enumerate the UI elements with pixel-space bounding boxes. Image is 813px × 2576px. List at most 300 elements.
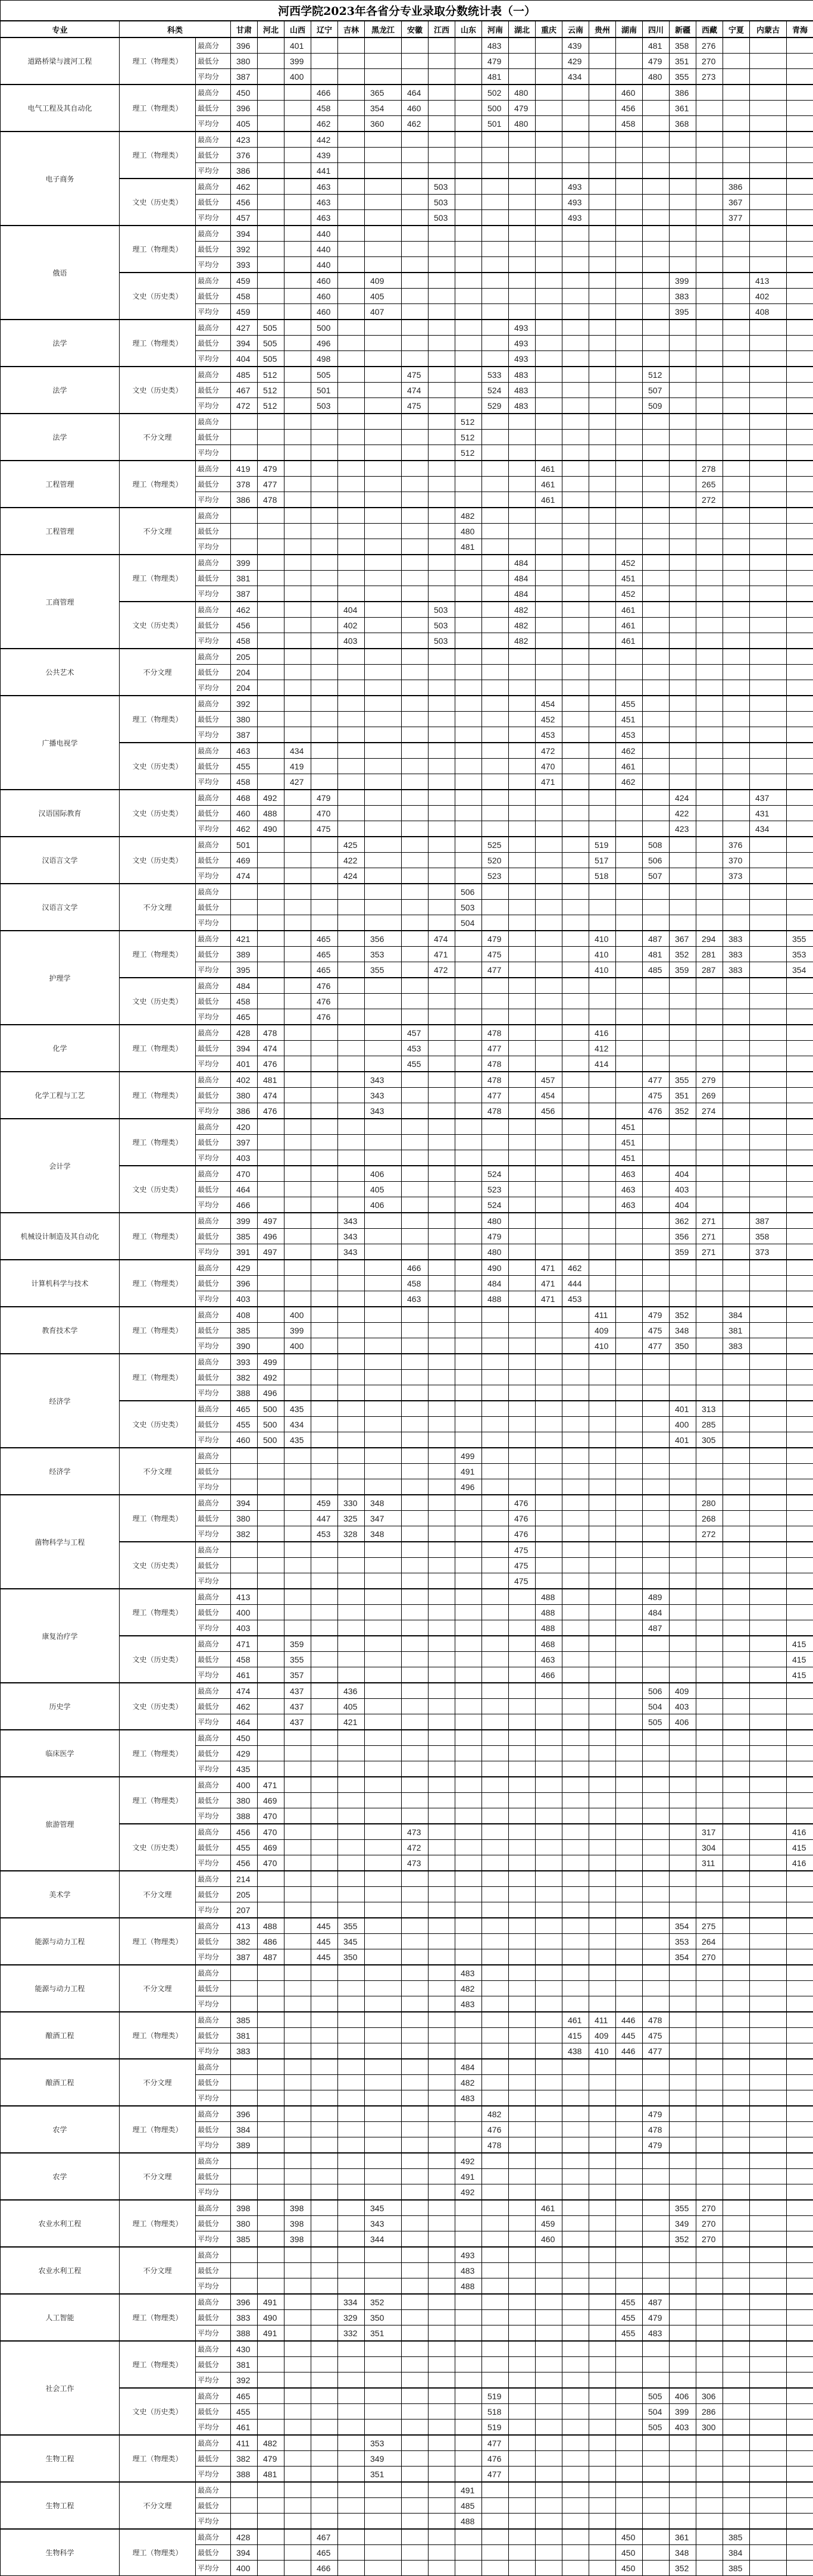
score-cell xyxy=(589,1808,616,1824)
score-cell xyxy=(284,1934,311,1949)
score-cell xyxy=(509,1667,536,1683)
score-cell: 345 xyxy=(365,2200,402,2216)
score-cell xyxy=(670,1276,696,1291)
score-cell xyxy=(536,2467,562,2483)
score-label: 最低分 xyxy=(196,1699,231,1714)
score-cell xyxy=(787,2388,813,2404)
score-cell xyxy=(750,1072,787,1088)
score-cell xyxy=(455,994,482,1009)
score-cell xyxy=(643,1009,670,1025)
score-cell xyxy=(562,1385,589,1401)
score-cell xyxy=(750,1307,787,1323)
score-cell xyxy=(562,101,589,116)
score-cell xyxy=(750,2106,787,2122)
subject-category: 文史（历史类） xyxy=(120,1401,196,1448)
score-cell xyxy=(750,132,787,148)
score-cell: 476 xyxy=(311,994,338,1009)
score-cell xyxy=(787,1385,813,1401)
score-cell: 477 xyxy=(482,2467,509,2483)
score-cell xyxy=(589,1902,616,1918)
score-cell xyxy=(750,2310,787,2325)
score-cell xyxy=(311,2216,338,2231)
score-cell xyxy=(482,2184,509,2201)
subject-category: 不分文理 xyxy=(120,2247,196,2294)
score-cell xyxy=(338,336,365,351)
score-cell: 468 xyxy=(231,790,258,806)
score-cell xyxy=(696,1793,723,1808)
score-cell: 406 xyxy=(670,1714,696,1730)
score-cell xyxy=(509,759,536,774)
score-label: 最低分 xyxy=(196,2216,231,2231)
score-cell: 462 xyxy=(231,602,258,618)
score-cell xyxy=(670,1119,696,1135)
score-cell xyxy=(750,1824,787,1840)
score-cell xyxy=(787,2372,813,2389)
score-cell xyxy=(509,2106,536,2122)
score-cell xyxy=(284,2184,311,2201)
score-cell: 492 xyxy=(258,1370,284,1385)
score-cell xyxy=(723,1511,750,1526)
score-cell xyxy=(455,195,482,210)
header-province: 山西 xyxy=(284,21,311,37)
score-cell xyxy=(429,1135,455,1150)
score-cell: 416 xyxy=(589,1025,616,1041)
score-cell xyxy=(696,1323,723,1338)
score-cell xyxy=(402,1323,429,1338)
score-cell xyxy=(402,1307,429,1323)
score-cell xyxy=(482,1448,509,1464)
score-cell xyxy=(616,1730,643,1746)
score-cell xyxy=(365,2278,402,2295)
score-cell: 434 xyxy=(750,821,787,837)
score-cell xyxy=(616,2090,643,2107)
score-cell xyxy=(482,1636,509,1652)
score-cell xyxy=(365,2263,402,2278)
score-cell xyxy=(365,1229,402,1244)
score-cell xyxy=(670,163,696,179)
table-row xyxy=(1,2388,813,2404)
score-cell xyxy=(231,1558,258,1573)
score-cell xyxy=(589,179,616,195)
score-label: 最高分 xyxy=(196,84,231,101)
major-name: 道路桥梁与渡河工程 xyxy=(1,37,120,84)
score-label: 最低分 xyxy=(196,54,231,69)
score-cell xyxy=(429,978,455,994)
score-cell xyxy=(589,1965,616,1981)
score-cell: 351 xyxy=(365,2325,402,2342)
score-cell xyxy=(670,2106,696,2122)
score-cell xyxy=(589,821,616,837)
score-cell: 394 xyxy=(231,336,258,351)
score-cell: 461 xyxy=(616,602,643,618)
table-row xyxy=(1,1730,813,1746)
score-cell xyxy=(509,2341,536,2357)
score-cell xyxy=(589,304,616,320)
header-province: 内蒙古 xyxy=(750,21,787,37)
score-cell xyxy=(696,1260,723,1276)
header-province: 河南 xyxy=(482,21,509,37)
score-cell xyxy=(284,1526,311,1542)
score-cell xyxy=(696,1573,723,1589)
score-cell xyxy=(311,2404,338,2420)
subject-category: 理工（物理类） xyxy=(120,1260,196,1307)
score-cell xyxy=(258,2216,284,2231)
score-cell xyxy=(616,2231,643,2248)
score-cell xyxy=(482,2216,509,2231)
score-cell xyxy=(402,2545,429,2561)
score-cell xyxy=(616,2357,643,2372)
score-cell: 476 xyxy=(509,1511,536,1526)
score-cell: 451 xyxy=(616,1135,643,1150)
subject-category: 不分文理 xyxy=(120,649,196,696)
score-cell: 463 xyxy=(311,195,338,210)
score-cell xyxy=(284,1041,311,1056)
score-cell xyxy=(311,2388,338,2404)
score-cell xyxy=(311,1699,338,1714)
score-cell xyxy=(455,1213,482,1229)
score-cell xyxy=(509,2122,536,2137)
score-cell: 362 xyxy=(670,1213,696,1229)
score-cell: 427 xyxy=(284,774,311,790)
score-cell xyxy=(643,2357,670,2372)
score-cell xyxy=(402,524,429,539)
table-row xyxy=(1,931,813,947)
score-cell xyxy=(311,1119,338,1135)
score-cell xyxy=(536,1840,562,1855)
score-cell: 422 xyxy=(338,853,365,868)
score-cell xyxy=(311,727,338,743)
score-cell xyxy=(429,1652,455,1667)
score-cell xyxy=(787,1683,813,1699)
score-cell xyxy=(429,1558,455,1573)
score-cell xyxy=(429,1605,455,1620)
score-cell xyxy=(429,84,455,101)
score-cell: 387 xyxy=(231,1949,258,1965)
score-cell xyxy=(616,2263,643,2278)
score-cell: 483 xyxy=(509,398,536,414)
score-cell xyxy=(643,1824,670,1840)
score-cell: 306 xyxy=(696,2388,723,2404)
score-label: 平均分 xyxy=(196,445,231,461)
score-cell xyxy=(455,1667,482,1683)
score-cell xyxy=(723,790,750,806)
score-cell xyxy=(338,2184,365,2201)
score-cell xyxy=(284,226,311,242)
score-cell: 455 xyxy=(616,696,643,712)
score-cell xyxy=(589,445,616,461)
score-cell xyxy=(284,367,311,383)
score-cell xyxy=(258,649,284,665)
score-label: 平均分 xyxy=(196,398,231,414)
score-cell xyxy=(455,257,482,273)
score-cell xyxy=(311,696,338,712)
score-cell xyxy=(402,665,429,680)
score-cell xyxy=(589,1996,616,2012)
score-label: 最高分 xyxy=(196,1166,231,1182)
score-cell xyxy=(536,2075,562,2090)
score-cell xyxy=(338,2498,365,2514)
score-cell xyxy=(338,978,365,994)
score-cell xyxy=(258,1182,284,1197)
table-row xyxy=(1,1918,813,1934)
score-cell xyxy=(284,2294,311,2310)
score-cell xyxy=(723,1385,750,1401)
score-cell xyxy=(670,2090,696,2107)
score-cell xyxy=(643,477,670,492)
score-cell xyxy=(696,1009,723,1025)
score-cell xyxy=(338,994,365,1009)
score-cell xyxy=(750,571,787,586)
score-cell xyxy=(284,1229,311,1244)
score-cell: 466 xyxy=(311,84,338,101)
score-cell xyxy=(787,774,813,790)
score-cell: 458 xyxy=(616,116,643,132)
score-cell xyxy=(643,1840,670,1855)
subject-category: 理工（物理类） xyxy=(120,2341,196,2388)
score-cell xyxy=(284,1370,311,1385)
score-cell xyxy=(723,2200,750,2216)
score-cell xyxy=(284,257,311,273)
score-cell xyxy=(311,555,338,571)
score-cell: 475 xyxy=(643,1323,670,1338)
score-cell xyxy=(509,2247,536,2263)
score-cell: 458 xyxy=(231,1652,258,1667)
score-cell xyxy=(750,2514,787,2530)
score-label: 平均分 xyxy=(196,1338,231,1354)
score-cell xyxy=(365,712,402,727)
score-cell xyxy=(723,524,750,539)
score-cell xyxy=(429,304,455,320)
score-cell xyxy=(429,1354,455,1370)
score-cell xyxy=(338,2153,365,2169)
score-cell: 204 xyxy=(231,665,258,680)
score-cell xyxy=(643,1746,670,1761)
score-cell xyxy=(696,774,723,790)
score-cell xyxy=(402,1009,429,1025)
score-cell xyxy=(455,1902,482,1918)
score-cell: 503 xyxy=(429,195,455,210)
score-cell: 475 xyxy=(509,1558,536,1573)
score-cell xyxy=(284,618,311,633)
score-cell: 350 xyxy=(670,1338,696,1354)
score-cell xyxy=(750,853,787,868)
score-cell xyxy=(311,1683,338,1699)
score-label: 最低分 xyxy=(196,524,231,539)
score-cell xyxy=(670,2263,696,2278)
subject-category: 理工（物理类） xyxy=(120,1025,196,1072)
score-cell xyxy=(429,1934,455,1949)
score-cell xyxy=(402,1589,429,1605)
subject-category: 文史（历史类） xyxy=(120,1683,196,1730)
score-cell: 270 xyxy=(696,2231,723,2248)
score-cell xyxy=(311,2325,338,2342)
score-cell: 460 xyxy=(311,304,338,320)
score-cell xyxy=(562,1526,589,1542)
score-cell xyxy=(455,1918,482,1934)
score-cell xyxy=(455,821,482,837)
score-cell xyxy=(562,743,589,759)
score-cell xyxy=(616,2059,643,2075)
score-cell xyxy=(429,430,455,445)
score-cell xyxy=(455,477,482,492)
score-cell xyxy=(455,1041,482,1056)
score-cell xyxy=(429,821,455,837)
score-cell xyxy=(482,1761,509,1777)
header-province: 山东 xyxy=(455,21,482,37)
score-cell xyxy=(482,821,509,837)
score-label: 最高分 xyxy=(196,1072,231,1088)
score-cell: 434 xyxy=(562,69,589,85)
score-cell xyxy=(670,445,696,461)
score-label: 最低分 xyxy=(196,665,231,680)
score-cell: 477 xyxy=(482,1088,509,1103)
score-cell xyxy=(311,37,338,54)
score-cell xyxy=(616,445,643,461)
score-cell xyxy=(643,1667,670,1683)
score-cell xyxy=(338,1605,365,1620)
score-label: 最低分 xyxy=(196,2498,231,2514)
score-cell xyxy=(589,414,616,430)
score-cell xyxy=(723,273,750,289)
score-cell: 280 xyxy=(696,1495,723,1511)
score-cell xyxy=(338,1307,365,1323)
score-cell xyxy=(616,1918,643,1934)
score-cell xyxy=(338,1291,365,1307)
score-cell xyxy=(509,931,536,947)
score-cell xyxy=(670,2341,696,2357)
score-cell: 351 xyxy=(670,1088,696,1103)
score-cell xyxy=(562,962,589,978)
score-cell xyxy=(589,2122,616,2137)
score-cell xyxy=(258,618,284,633)
score-cell xyxy=(509,884,536,900)
score-cell xyxy=(670,665,696,680)
score-cell xyxy=(723,1119,750,1135)
score-cell xyxy=(723,1370,750,1385)
score-cell: 512 xyxy=(455,414,482,430)
score-cell xyxy=(562,837,589,853)
score-cell xyxy=(643,2216,670,2231)
score-cell xyxy=(643,148,670,163)
score-cell xyxy=(365,1401,402,1417)
score-cell: 456 xyxy=(616,101,643,116)
score-cell xyxy=(536,1307,562,1323)
score-cell: 387 xyxy=(231,727,258,743)
score-cell: 343 xyxy=(338,1244,365,1260)
score-cell xyxy=(311,1401,338,1417)
score-cell: 478 xyxy=(482,2137,509,2154)
score-cell xyxy=(509,1918,536,1934)
score-cell xyxy=(750,649,787,665)
score-cell: 503 xyxy=(429,618,455,633)
score-cell xyxy=(589,2467,616,2483)
score-cell xyxy=(750,1370,787,1385)
score-cell xyxy=(562,900,589,915)
score-cell xyxy=(696,101,723,116)
score-cell: 350 xyxy=(338,1949,365,1965)
score-cell xyxy=(787,1746,813,1761)
score-cell xyxy=(589,555,616,571)
score-cell xyxy=(258,680,284,696)
score-cell xyxy=(482,2231,509,2248)
score-cell xyxy=(284,1918,311,1934)
score-cell: 382 xyxy=(231,1370,258,1385)
score-cell: 479 xyxy=(482,1229,509,1244)
score-cell xyxy=(616,1620,643,1636)
score-cell: 459 xyxy=(231,273,258,289)
score-cell xyxy=(231,2090,258,2107)
score-cell: 454 xyxy=(536,696,562,712)
score-cell xyxy=(696,2043,723,2059)
score-cell: 476 xyxy=(482,2122,509,2137)
score-cell xyxy=(402,2498,429,2514)
score-cell: 499 xyxy=(455,1448,482,1464)
score-cell xyxy=(616,947,643,962)
score-cell xyxy=(482,727,509,743)
score-cell xyxy=(365,37,402,54)
score-cell xyxy=(750,1965,787,1981)
score-cell xyxy=(750,618,787,633)
table-row xyxy=(1,696,813,712)
score-cell xyxy=(338,37,365,54)
score-cell: 500 xyxy=(482,101,509,116)
score-cell xyxy=(338,947,365,962)
score-cell xyxy=(311,1244,338,1260)
score-cell xyxy=(311,2043,338,2059)
score-cell xyxy=(750,947,787,962)
score-cell xyxy=(338,1338,365,1354)
score-label: 最高分 xyxy=(196,2482,231,2498)
score-cell xyxy=(429,1197,455,1213)
score-cell xyxy=(670,257,696,273)
score-cell xyxy=(750,367,787,383)
score-cell xyxy=(562,1401,589,1417)
score-cell xyxy=(338,2372,365,2389)
score-cell: 529 xyxy=(482,398,509,414)
score-cell xyxy=(696,1871,723,1887)
table-row xyxy=(1,273,813,289)
score-cell: 427 xyxy=(231,320,258,336)
score-cell xyxy=(562,2341,589,2357)
score-cell xyxy=(429,915,455,931)
score-cell xyxy=(231,2247,258,2263)
score-cell xyxy=(750,54,787,69)
score-cell xyxy=(455,116,482,132)
score-cell: 505 xyxy=(643,2388,670,2404)
score-cell xyxy=(284,398,311,414)
major-name: 汉语言文学 xyxy=(1,884,120,931)
score-cell xyxy=(536,884,562,900)
score-cell xyxy=(311,69,338,85)
score-cell xyxy=(750,1918,787,1934)
score-cell: 403 xyxy=(670,1699,696,1714)
score-cell xyxy=(696,571,723,586)
score-cell xyxy=(643,743,670,759)
score-cell xyxy=(670,2372,696,2389)
score-cell xyxy=(311,1730,338,1746)
score-cell xyxy=(429,1229,455,1244)
score-cell xyxy=(455,2200,482,2216)
score-cell xyxy=(750,539,787,555)
score-cell xyxy=(258,602,284,618)
score-cell xyxy=(562,2451,589,2467)
score-cell xyxy=(258,1119,284,1135)
score-cell xyxy=(562,1229,589,1244)
score-cell xyxy=(284,289,311,304)
score-label: 最高分 xyxy=(196,2388,231,2404)
score-cell xyxy=(562,351,589,367)
table-row xyxy=(1,320,813,336)
